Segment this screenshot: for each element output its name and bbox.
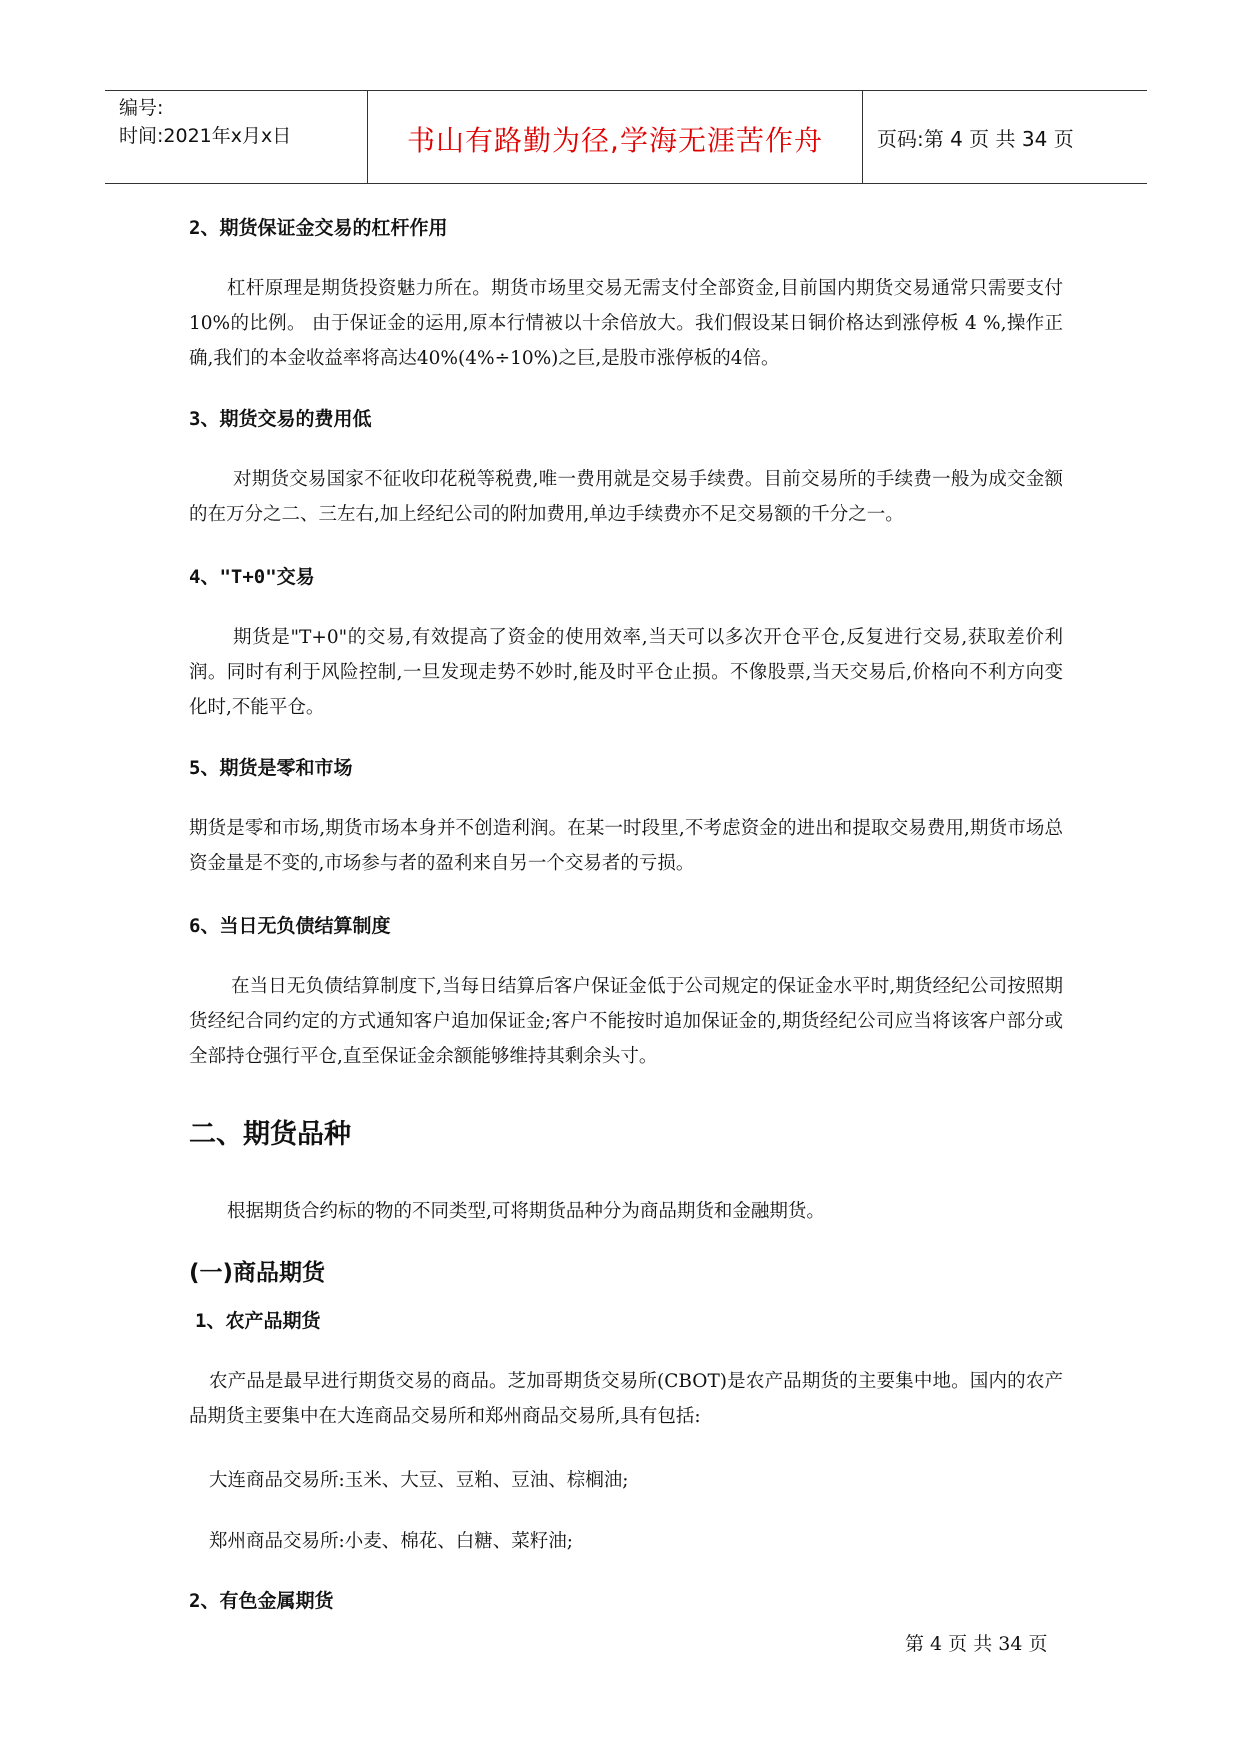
- paragraph: 期货是零和市场,期货市场本身并不创造利润。在某一时段里,不考虑资金的进出和提取交易费用,期货市场总资金量是不变的,市场参与者的盈利来自另一个交易者的亏损。: [189, 818, 1063, 874]
- paragraph: 在当日无负债结算制度下,当每日结算后客户保证金低于公司规定的保证金水平时,期货经纪公司按照期货经纪合同约定的方式通知客户追加保证金;客户不能按时追加保证金的,期货经纪公司应当将该客户部分或全部持仓强行平仓,直至保证金余额能够维持其剩余头寸。: [189, 976, 1063, 1067]
- header-right-cell: [863, 91, 1147, 183]
- header-page-label: 页码:第 4 页 共 34 页: [877, 127, 1074, 151]
- header-motto-cell: [368, 91, 863, 183]
- page-footer: 第 4 页 共 34 页: [905, 1633, 1048, 1655]
- paragraph: 杠杆原理是期货投资魅力所在。期货市场里交易无需支付全部资金,目前国内期货交易通常只需要支付10%的比例。 由于保证金的运用,原本行情被以十余倍放大。我们假设某日铜价格达到涨停板 4 %,操作正确,我们的本金收益率将高达40%(4%÷10%)之巨,是股市涨停板的4倍。: [189, 278, 1063, 369]
- section-title: 5、期货是零和市场: [189, 757, 353, 779]
- header-motto: 书山有路勤为径,学海无涯苦作舟: [407, 124, 823, 157]
- section-title: 1、农产品期货: [195, 1310, 321, 1332]
- section-title: 2、有色金属期货: [189, 1590, 334, 1612]
- doc-number-label: 编号:: [119, 97, 164, 119]
- paragraph: 期货是"T+0"的交易,有效提高了资金的使用效率,当天可以多次开仓平仓,反复进行交易,获取差价利润。同时有利于风险控制,一旦发现走势不妙时,能及时平仓止损。不像股票,当天交易后,价格向不利方向变化时,不能平仓。: [189, 627, 1063, 718]
- chapter-title: 二、期货品种: [189, 1119, 351, 1150]
- doc-time-label: 时间:2021年x月x日: [119, 125, 292, 147]
- paragraph: 大连商品交易所:玉米、大豆、豆粕、豆油、棕榈油;: [209, 1470, 629, 1491]
- paragraph: 根据期货合约标的物的不同类型,可将期货品种分为商品期货和金融期货。: [227, 1201, 825, 1222]
- header-left-cell: [105, 91, 368, 183]
- section-title: 6、当日无负债结算制度: [189, 915, 391, 937]
- section-title: 4、"T+0"交易: [189, 566, 315, 588]
- section-title: 3、期货交易的费用低: [189, 408, 372, 430]
- page-header: [105, 90, 1147, 184]
- section-title: 2、期货保证金交易的杠杆作用: [189, 217, 448, 239]
- paragraph: 农产品是最早进行期货交易的商品。芝加哥期货交易所(CBOT)是农产品期货的主要集中地。国内的农产品期货主要集中在大连商品交易所和郑州商品交易所,具有包括:: [189, 1371, 1063, 1427]
- subsection-title: (一)商品期货: [189, 1260, 326, 1286]
- paragraph: 对期货交易国家不征收印花税等税费,唯一费用就是交易手续费。目前交易所的手续费一般为成交金额的在万分之二、三左右,加上经纪公司的附加费用,单边手续费亦不足交易额的千分之一。: [189, 469, 1063, 525]
- paragraph: 郑州商品交易所:小麦、棉花、白糖、菜籽油;: [209, 1531, 573, 1552]
